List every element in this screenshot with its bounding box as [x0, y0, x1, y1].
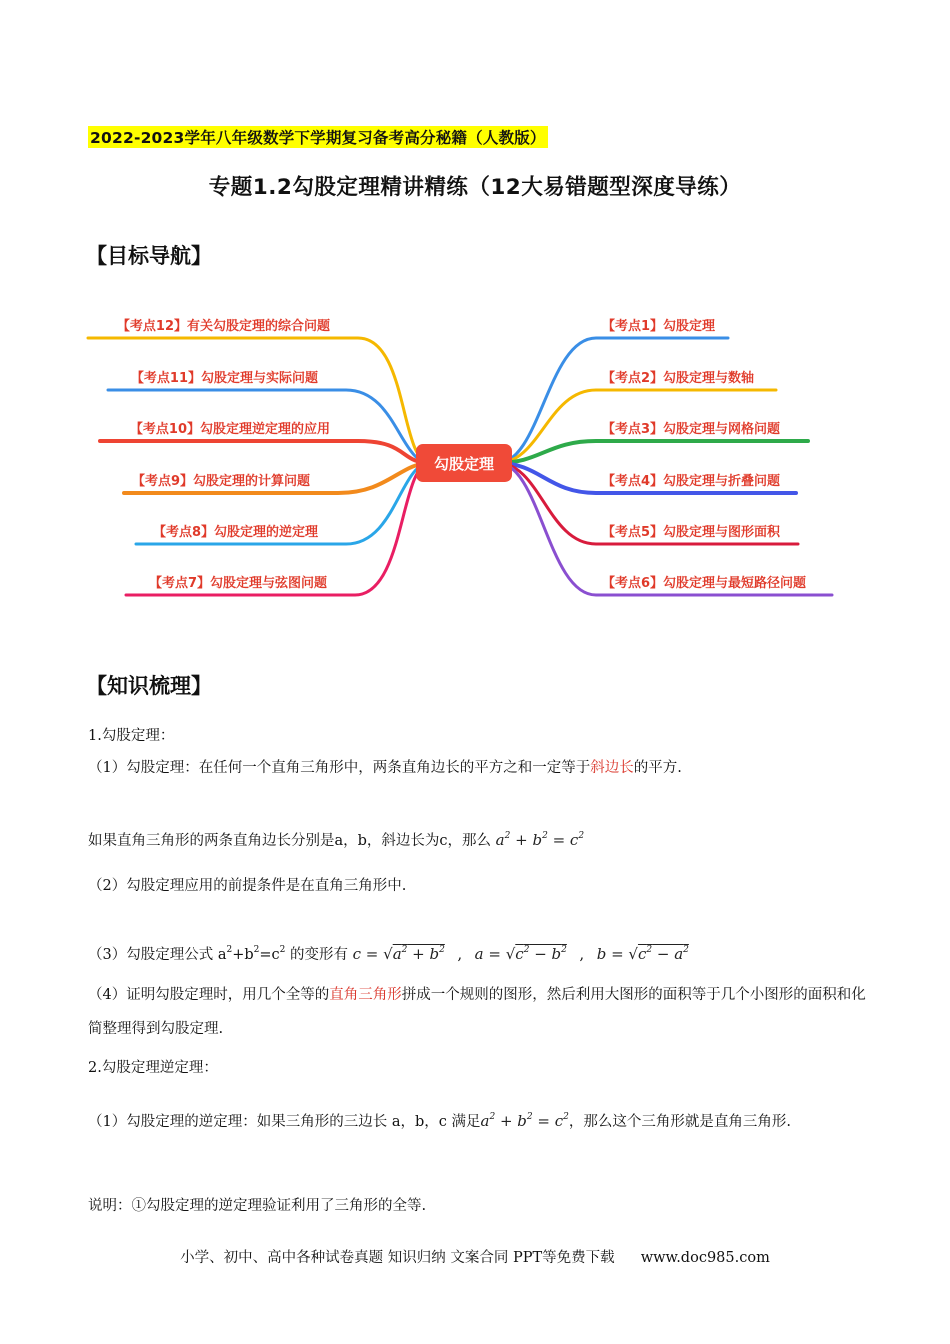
paragraph-converse: （1）勾股定理的逆定理：如果三角形的三边长 a，b，c 满足$a^2 + b^2 = c^2$，那么这个三角形就是直角三角形. — [88, 1112, 791, 1130]
mindmap-center-label: 勾股定理 — [433, 455, 495, 473]
mindmap — [0, 290, 950, 620]
mindmap-topic-left-4: 【考点9】勾股定理的计算问题 — [131, 474, 310, 489]
highlight-hypotenuse: 斜边长 — [590, 760, 634, 776]
page-title: 专题1.2勾股定理精讲精练（12大易错题型深度导练） — [208, 175, 742, 200]
mindmap-topic-right-6: 【考点6】勾股定理与最短路径问题 — [602, 576, 807, 591]
section-knowledge-heading: 【知识梳理】 — [86, 674, 212, 698]
heading-pythagorean-theorem: 1.勾股定理： — [88, 728, 175, 744]
formula-c-sqrt: $c = √a^2 + b^2$ — [352, 945, 445, 963]
mindmap-topic-right-5: 【考点5】勾股定理与图形面积 — [602, 525, 781, 540]
mindmap-topic-right-1: 【考点1】勾股定理 — [602, 319, 716, 334]
formula-a2-b2-c2: $a^2 + b^2 = c^2$ — [495, 831, 585, 849]
mindmap-branch-left-3 — [100, 441, 430, 463]
formula-a-sqrt: $a = √c^2 - b^2$ — [474, 945, 567, 963]
paragraph-proof: （4）证明勾股定理时，用几个全等的直角三角形拼成一个规则的图形，然后利用大图形的面积等于几个小图形的面积和化简整理得到勾股定理. — [88, 987, 866, 1037]
mindmap-topic-left-6: 【考点7】勾股定理与弦图问题 — [148, 576, 327, 591]
mindmap-topic-left-2: 【考点11】勾股定理与实际问题 — [130, 371, 318, 386]
formula-converse: $a^2 + b^2 = c^2$ — [480, 1112, 569, 1130]
mindmap-topic-right-4: 【考点4】勾股定理与折叠问题 — [602, 474, 781, 489]
mindmap-topic-left-5: 【考点8】勾股定理的逆定理 — [152, 525, 318, 540]
mindmap-topic-right-2: 【考点2】勾股定理与数轴 — [602, 371, 755, 386]
footer-text: 小学、初中、高中各种试卷真题 知识归纳 文案合同 PPT等免费下载 — [180, 1250, 615, 1266]
paragraph-precondition: （2）勾股定理应用的前提条件是在直角三角形中. — [88, 878, 407, 894]
mindmap-topic-right-3: 【考点3】勾股定理与网格问题 — [602, 422, 781, 437]
paragraph-theorem: （1）勾股定理：在任何一个直角三角形中，两条直角边长的平方之和一定等于斜边长的平方. — [88, 760, 682, 776]
section-goal-heading: 【目标导航】 — [86, 244, 212, 268]
heading-converse-theorem: 2.勾股定理逆定理： — [88, 1060, 218, 1076]
highlight-right-triangle: 直角三角形 — [329, 987, 402, 1003]
paragraph-formula: 如果直角三角形的两条直角边长分别是a，b，斜边长为c，那么 $a^2 + b^2 = c^2$ — [88, 831, 585, 849]
paragraph-variations: （3）勾股定理公式 $a^2+b^2=c^2$ 的变形有 $c = √a^2 + b^2$ , $a = √c^2 - b^2$ , $b = √c^2 - a^2$ — [88, 945, 689, 963]
paragraph-note: 说明：①勾股定理的逆定理验证利用了三角形的全等. — [88, 1198, 427, 1214]
page-footer — [0, 1246, 950, 1267]
footer-url[interactable]: www.doc985.com — [640, 1250, 770, 1266]
mindmap-branch-right-3 — [498, 441, 808, 463]
mindmap-topic-left-1: 【考点12】有关勾股定理的综合问题 — [116, 319, 330, 334]
mindmap-topic-left-3: 【考点10】勾股定理逆定理的应用 — [129, 422, 330, 437]
formula-b-sqrt: $b = √c^2 - a^2$ — [596, 945, 689, 963]
mindmap-center — [416, 444, 512, 482]
series-banner: 2022-2023学年八年级数学下学期复习备考高分秘籍（人教版） — [88, 126, 548, 148]
